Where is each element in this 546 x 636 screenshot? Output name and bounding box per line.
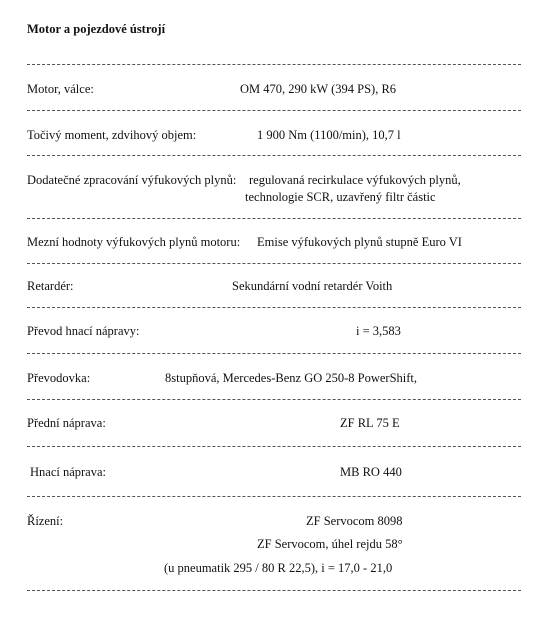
row-label-retarder: Retardér:: [27, 279, 74, 293]
row-label-exhaust-treatment: Dodatečné zpracování výfukových plynů:: [27, 173, 237, 187]
divider: [27, 446, 521, 447]
row-value-emission-limits: Emise výfukových plynů stupně Euro VI: [257, 235, 462, 249]
row-value-torque: 1 900 Nm (1100/min), 10,7 l: [257, 128, 401, 142]
row-label-drive-axle: Hnací náprava:: [30, 465, 107, 479]
divider: [27, 218, 521, 219]
row-value-retarder: Sekundární vodní retardér Voith: [232, 279, 393, 293]
row-label-gearbox: Převodovka:: [27, 371, 91, 385]
divider: [27, 155, 521, 156]
divider: [27, 399, 521, 400]
row-value-steering: ZF Servocom 8098: [306, 514, 403, 528]
divider: [27, 110, 521, 111]
row-label-axle-ratio: Převod hnací nápravy:: [27, 324, 140, 338]
row-value-steering-line3: (u pneumatik 295 / 80 R 22,5), i = 17,0 - 21,0: [164, 561, 393, 575]
row-value-exhaust-treatment: regulovaná recirkulace výfukových plynů,: [249, 173, 461, 187]
row-label-front-axle: Přední náprava:: [27, 416, 106, 430]
row-value-front-axle: ZF RL 75 E: [340, 416, 400, 430]
divider: [27, 307, 521, 308]
row-value-axle-ratio: i = 3,583: [356, 324, 401, 338]
row-label-emission-limits: Mezní hodnoty výfukových plynů motoru:: [27, 235, 241, 249]
section-title: Motor a pojezdové ústrojí: [27, 22, 166, 36]
divider: [27, 263, 521, 264]
divider: [27, 353, 521, 354]
row-label-motor: Motor, válce:: [27, 82, 94, 96]
row-value-gearbox: 8stupňová, Mercedes-Benz GO 250-8 PowerShift,: [165, 371, 418, 385]
divider: [27, 496, 521, 497]
divider: [27, 64, 521, 65]
row-label-torque: Točivý moment, zdvihový objem:: [27, 128, 197, 142]
row-value-drive-axle: MB RO 440: [340, 465, 402, 479]
row-value-motor: OM 470, 290 kW (394 PS), R6: [240, 82, 397, 96]
divider: [27, 590, 521, 591]
row-value-exhaust-treatment-line2: technologie SCR, uzavřený filtr částic: [245, 190, 436, 204]
row-label-steering: Řízení:: [27, 514, 64, 528]
row-value-steering-line2: ZF Servocom, úhel rejdu 58°: [257, 537, 403, 551]
